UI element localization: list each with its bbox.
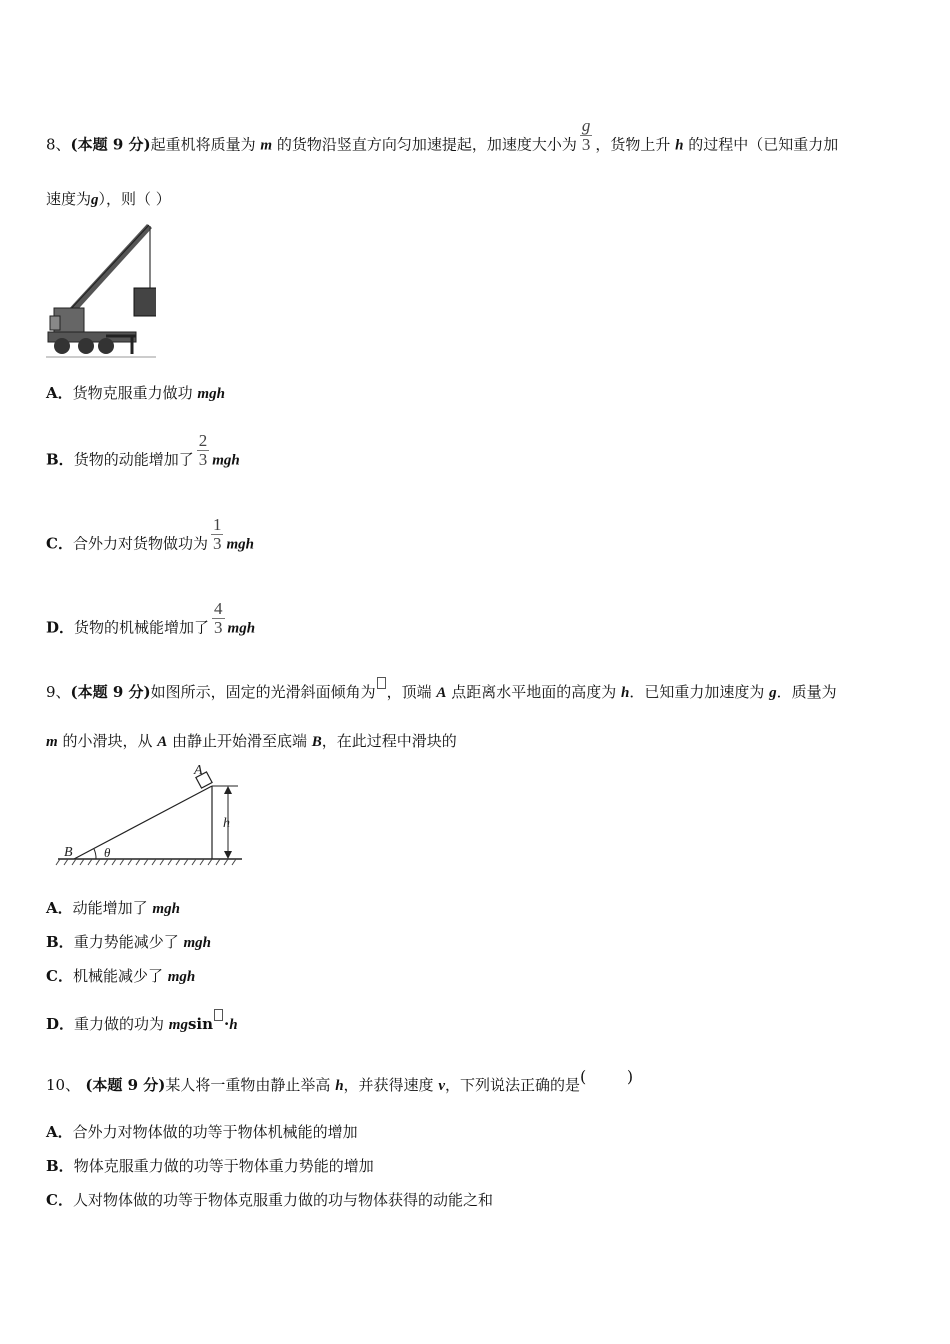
q8-stem-c: ，货物上升 — [595, 135, 676, 154]
q9-var-m: m — [46, 734, 58, 750]
q8-option-d-fraction — [212, 600, 225, 637]
q9-stem-b: ，顶端 — [386, 683, 437, 701]
q8-option-a — [46, 383, 225, 404]
q8-option-d-label: D． — [46, 618, 75, 637]
q10-stem-b: ，并获得速度 — [343, 1076, 439, 1094]
q10-option-c — [46, 1190, 493, 1210]
q9-var-h: h — [620, 685, 630, 701]
q8-number: 8、 — [46, 135, 71, 154]
q8-crane-figure — [46, 220, 156, 360]
q9-option-d — [46, 1014, 238, 1035]
q8-stem-line2 — [46, 189, 171, 210]
q9-var-g: g — [769, 685, 777, 701]
q9-var-a2: A — [157, 734, 168, 750]
q10-option-a — [46, 1122, 358, 1142]
q8-option-a-math: mgh — [197, 386, 225, 402]
q8-var-g: g — [91, 192, 99, 208]
q8-stem-e: 速度为 — [46, 190, 92, 208]
q8-option-b-math: mgh — [212, 452, 240, 469]
missing-glyph-icon — [377, 677, 386, 689]
q10-stem — [46, 1067, 634, 1096]
q9-option-c-text: 机械能减少了 — [72, 967, 168, 985]
q10-var-v: v — [438, 1078, 445, 1094]
q9-fig-label-b: B — [64, 845, 73, 860]
q8-option-c-den: 3 — [212, 534, 222, 553]
q10-option-c-label: C． — [46, 1191, 73, 1209]
q9-option-c — [46, 966, 195, 987]
q8-option-b-label: B． — [46, 450, 74, 469]
q9-option-d-text: 重力做的功为 — [74, 1015, 169, 1033]
q9-option-d-math-h: h — [229, 1017, 238, 1033]
q8-option-c-num: 1 — [212, 515, 222, 534]
q8-option-b — [46, 431, 240, 479]
q8-option-d-text: 货物的机械能增加了 — [74, 618, 210, 637]
q9-fig-label-theta: θ — [104, 845, 111, 860]
q8-option-b-den: 3 — [198, 450, 208, 469]
q8-option-a-label: A． — [46, 384, 73, 402]
q8-option-c-label: C． — [46, 534, 73, 553]
q9-stem-e: ．质量为 — [776, 683, 837, 701]
q9-option-a-label: A． — [46, 899, 73, 917]
q10-option-a-label: A． — [46, 1123, 73, 1141]
q8-option-c-text: 合外力对货物做功为 — [72, 534, 208, 553]
q8-option-a-text: 货物克服重力做功 — [72, 384, 198, 402]
q8-var-h: h — [675, 137, 684, 154]
q9-option-c-label: C． — [46, 967, 73, 985]
q9-fig-label-h: h — [223, 816, 230, 831]
q8-option-c-fraction — [211, 516, 224, 553]
q10-points: (本题 9 分) — [80, 1076, 166, 1094]
q9-option-d-math-mg: mg — [168, 1017, 188, 1033]
q8-option-b-fraction — [197, 432, 210, 469]
q8-option-c-math: mgh — [226, 536, 254, 553]
q8-option-b-num: 2 — [198, 431, 208, 450]
q8-option-d-num: 4 — [214, 599, 223, 618]
q9-var-b: B — [311, 734, 322, 750]
q9-points: (本题 9 分) — [70, 683, 151, 701]
q9-stem-g: 由静止开始滑至底端 — [167, 732, 312, 750]
q10-stem-c: ，下列说法正确的是 — [444, 1076, 580, 1094]
q8-stem-d: 的过程中（已知重力加 — [683, 135, 839, 154]
q9-option-c-math: mgh — [167, 969, 196, 985]
q9-option-d-math-sin: sin — [187, 1015, 214, 1033]
q10-answer-paren: ( ) — [580, 1067, 634, 1086]
q8-var-m: m — [260, 137, 273, 154]
q8-stem-line1 — [46, 116, 839, 164]
q8-stem-b: 的货物沿竖直方向匀加速提起，加速度大小为 — [272, 135, 577, 154]
q8-fraction-g-over-3 — [580, 117, 593, 154]
q9-stem-line2 — [46, 731, 457, 752]
q9-stem-c: 点距离水平地面的高度为 — [446, 683, 621, 701]
q9-option-a — [46, 898, 180, 919]
q10-number: 10、 — [46, 1076, 81, 1094]
q10-stem-a: 某人将一重物由静止举高 — [165, 1076, 336, 1094]
q9-stem-d: ．已知重力加速度为 — [629, 683, 770, 701]
q10-option-b — [46, 1156, 374, 1176]
q8-option-d — [46, 599, 256, 647]
q8-stem-a: 起重机将质量为 — [150, 135, 261, 154]
q9-option-d-math-dot: · — [224, 1015, 230, 1033]
q9-option-a-text: 动能增加了 — [72, 899, 153, 917]
missing-glyph-icon — [214, 1009, 223, 1021]
q9-stem-line1 — [46, 682, 837, 703]
q8-frac-den: 3 — [581, 135, 591, 154]
q9-number: 9、 — [46, 683, 71, 701]
q9-stem-f: 的小滑块，从 — [57, 732, 158, 750]
q10-option-a-text: 合外力对物体做的功等于物体机械能的增加 — [72, 1123, 358, 1141]
q9-stem-a: 如图所示，固定的光滑斜面倾角为 — [150, 683, 376, 701]
q8-option-c — [46, 515, 254, 563]
q8-option-d-den: 3 — [214, 618, 223, 637]
q9-var-a: A — [436, 685, 447, 701]
q10-option-b-text: 物体克服重力做的功等于物体重力势能的增加 — [73, 1157, 374, 1175]
q10-var-h: h — [335, 1078, 344, 1094]
q8-option-b-text: 货物的动能增加了 — [73, 450, 194, 469]
q9-option-b-math: mgh — [183, 935, 211, 951]
q9-option-a-math: mgh — [152, 901, 180, 917]
q8-points: (本题 9 分) — [70, 135, 151, 154]
q9-option-d-label: D． — [46, 1015, 75, 1033]
q10-option-c-text: 人对物体做的功等于物体克服重力做的功与物体获得的动能之和 — [72, 1191, 493, 1209]
q10-option-b-label: B． — [46, 1157, 74, 1175]
q9-incline-figure — [52, 760, 247, 870]
q8-stem-f: ），则（ ） — [98, 190, 171, 208]
q9-stem-h: ，在此过程中滑块的 — [321, 732, 457, 750]
q9-option-b — [46, 932, 211, 953]
q9-option-b-label: B． — [46, 933, 74, 951]
q9-option-b-text: 重力势能减少了 — [73, 933, 184, 951]
q8-frac-num: g — [581, 116, 591, 135]
q9-fig-label-a: A — [194, 763, 203, 778]
q8-option-d-math: mgh — [227, 620, 256, 637]
